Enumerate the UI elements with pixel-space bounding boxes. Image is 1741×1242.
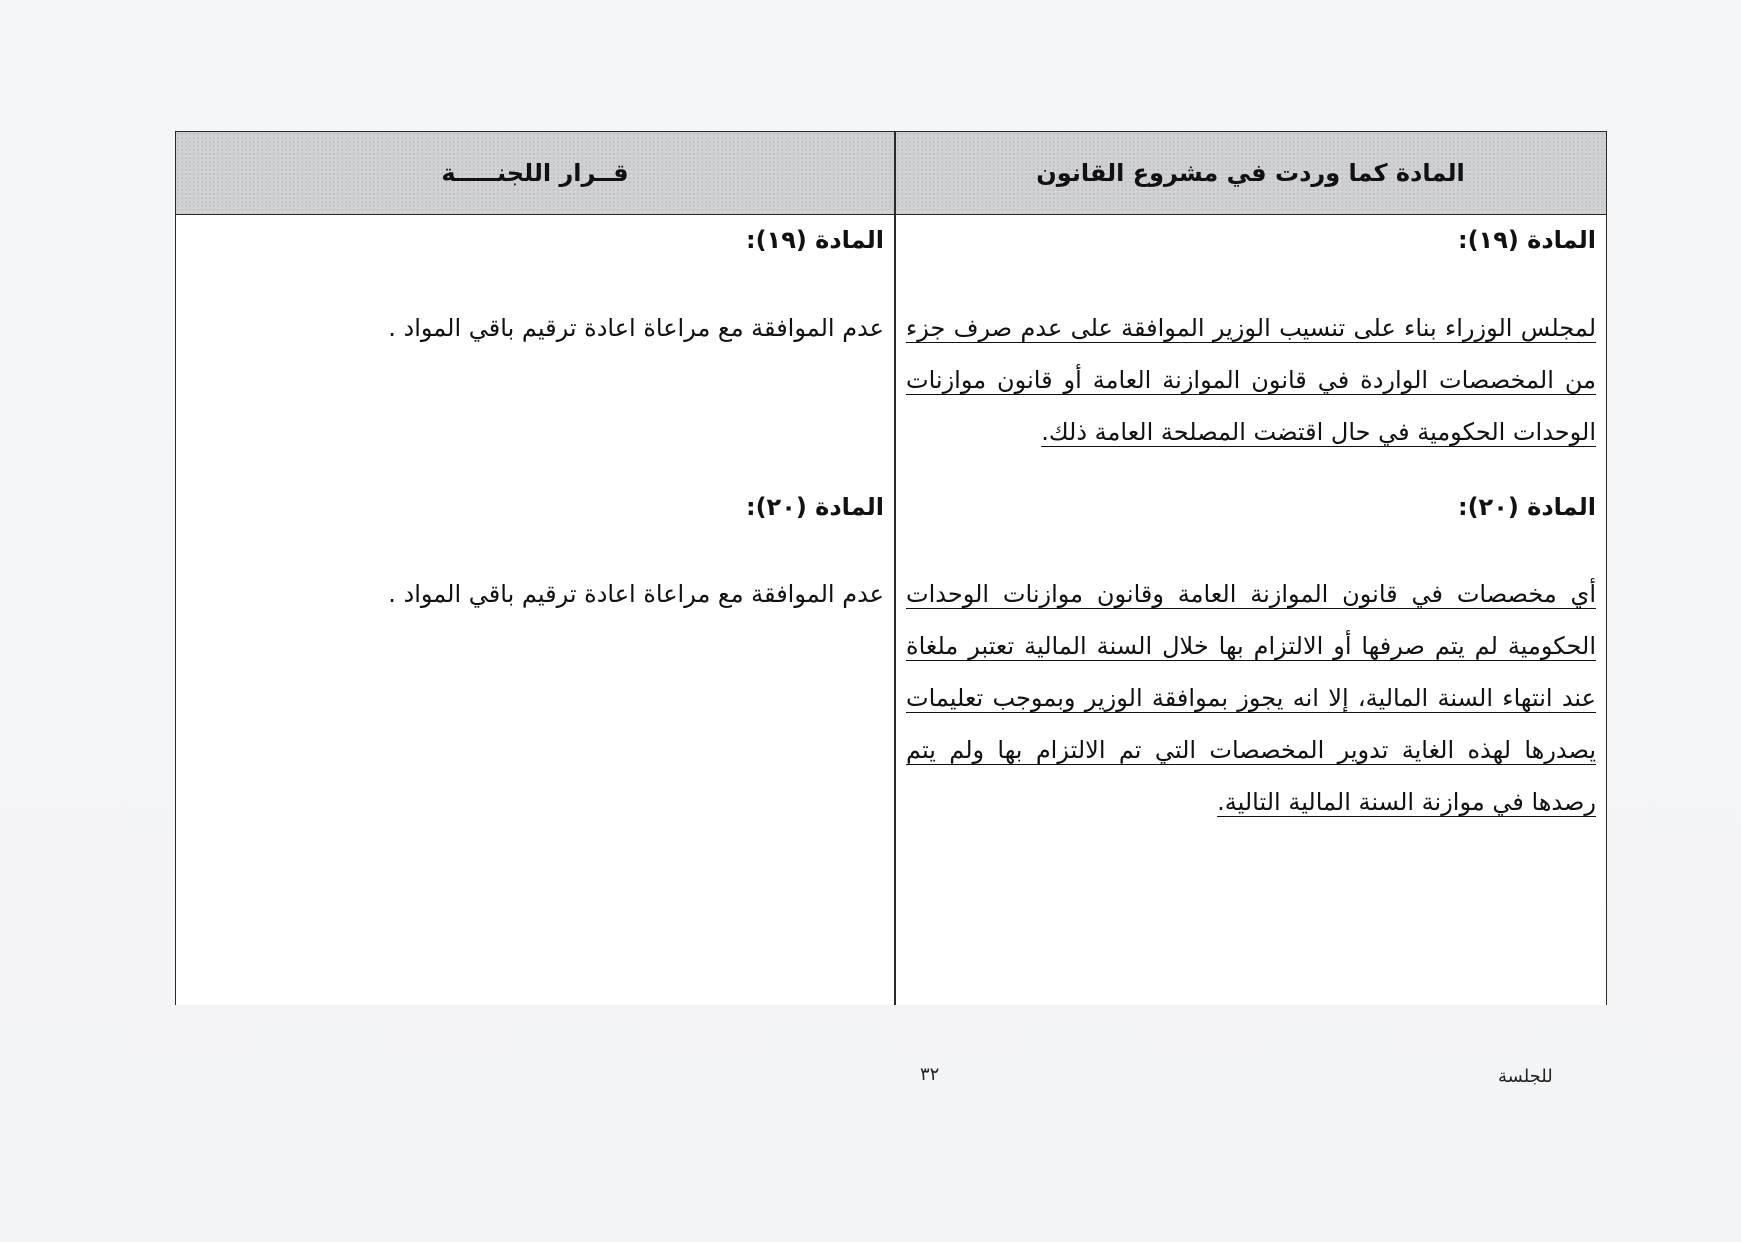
session-label: للجلسة [1498, 1066, 1553, 1087]
header-committee-decision: قــرار اللجنـــــة [441, 159, 629, 187]
article-20-text-original [906, 568, 1596, 828]
article-20-title-original: المادة (٢٠): [1457, 493, 1596, 521]
article-19-text-original [906, 302, 1596, 458]
article-20-title-decision: المادة (٢٠): [745, 493, 884, 521]
header-original-article: المادة كما وردت في مشروع القانون [1036, 159, 1465, 187]
column-divider [894, 132, 896, 1005]
page-number: ٣٢ [920, 1064, 940, 1085]
article-20-decision: عدم الموافقة مع مراعاة اعادة ترقيم باقي المواد . [388, 580, 884, 608]
comparison-table [175, 131, 1607, 1005]
article-19-decision: عدم الموافقة مع مراعاة اعادة ترقيم باقي المواد . [388, 314, 884, 342]
article-19-title-decision: المادة (١٩): [745, 226, 884, 254]
article-19-title-original: المادة (١٩): [1457, 226, 1596, 254]
article-19-body: لمجلس الوزراء بناء على تنسيب الوزير الموافقة على عدم صرف جزء من المخصصات الواردة في قانون الموازنة العامة أو قانون موازنات الوحدات الحكومية في حال اقتضت المصلحة العامة ذلك. [906, 314, 1596, 446]
article-20-body: أي مخصصات في قانون الموازنة العامة وقانون موازنات الوحدات الحكومية لم يتم صرفها أو الالتزام بها خلال السنة المالية تعتبر ملغاة عند انتهاء السنة المالية، إلا انه يجوز بموافقة الوزير وبموجب تعليمات يصدرها لهذه الغاية تدوير المخصصات التي تم الالتزام بها ولم يتم رصدها في موازنة السنة المالية التالية. [906, 580, 1596, 816]
table-header-row [176, 132, 1606, 215]
